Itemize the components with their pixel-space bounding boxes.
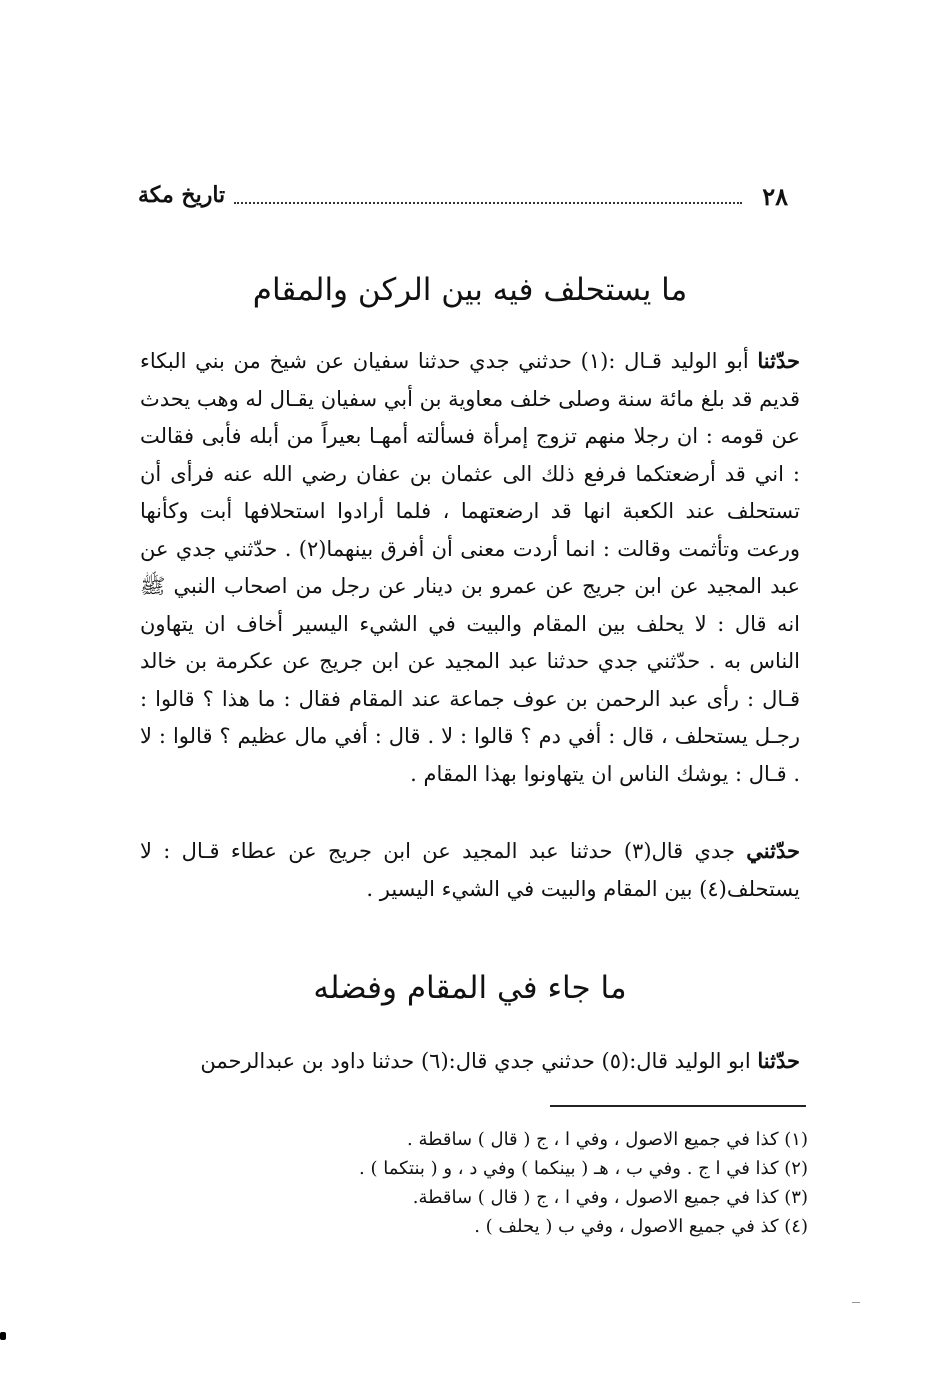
footnotes: [300, 1125, 808, 1241]
body-paragraph: [140, 1042, 800, 1081]
paragraph-text: جدي قال(٣) حدثنا عبد المجيد عن ابن جريج عن عطاء قـال : لا يستحلف(٤) بين المقام والبيت في الشيء اليسير .: [140, 839, 800, 901]
page-header: [138, 182, 798, 212]
footnote: (١) كذا في جميع الاصول ، وفي ا ، ج ( قال ) ساقطة .: [407, 1129, 808, 1150]
footnote-separator: [550, 1105, 806, 1107]
footnote: (٢) كذا في ا ج . وفي ب ، هـ ( بينكما ) وفي د ، و ( بنتكما ) .: [359, 1158, 808, 1179]
section-title: ما جاء في المقام وفضله: [313, 970, 627, 1006]
running-title: تاريخ مكة: [138, 182, 226, 208]
footnote: (٤) كذ في جميع الاصول ، وفي ب ( يحلف ) .: [474, 1216, 808, 1237]
body-paragraph: [140, 832, 800, 908]
body-paragraph: [140, 342, 800, 793]
paragraph-lead: حدّثني: [746, 838, 800, 863]
page-number: ٢٨: [762, 182, 788, 211]
paragraph-text: أبو الوليد قـال :(١) حدثني جدي حدثنا سفيان عن شيخ من بني البكاء قديم قد بلغ مائة سنة وصلى خلف معاوية بن أبي سفيان يقـال له وهب يحدث عن قومه : ان رجلا منهم تزوج إمرأة فسألته أمهـا بعيراً من أبله فأبى فقالت : اني قد أرضعتكما فرفع ذلك الى عثمان بن عفان رضي الله عنه فرأى أن تستحلف عند الكعبة انها قد ارضعتهما ، فلما أرادوا استحلافها أبت وكأنها ورعت وتأثمت وقالت : انما أردت معنى أن أفرق بينهما(٢) . حدّثني جدي عن عبد المجيد عن ابن جريج عن عمرو بن دينار عن رجل من اصحاب النبي ﷺ انه قال : لا يحلف بين المقام والبيت في الشيء اليسير أخاف ان يتهاون الناس به . حدّثني جدي حدثنا عبد المجيد عن ابن جريج عن عكرمة بن خالد قـال : رأى عبد الرحمن بن عوف جماعة عند المقام فقال : ما هذا ؟ قالوا : رجـل يستحلف ، قال : أفي دم ؟ قالوا : لا . قال : أفي مال عظيم ؟ قالوا : لا . قـال : يوشك الناس ان يتهاونوا بهذا المقام .: [140, 349, 801, 786]
paragraph-text: ابو الوليد قال:(٥) حدثني جدي قال:(٦) حدثنا داود بن عبدالرحمن: [200, 1049, 751, 1073]
paragraph-lead: حدّثنا: [757, 348, 800, 373]
scan-speck: [852, 1302, 860, 1303]
scan-edge-mark: [0, 1332, 6, 1340]
section-title: ما يستحلف فيه بين الركن والمقام: [252, 272, 688, 308]
footnote: (٣) كذا في جميع الاصول ، وفي ا ، ج ( قال ) ساقطة.: [412, 1187, 808, 1208]
paragraph-lead: حدّثنا: [757, 1048, 800, 1073]
header-dotted-rule: [234, 202, 742, 204]
